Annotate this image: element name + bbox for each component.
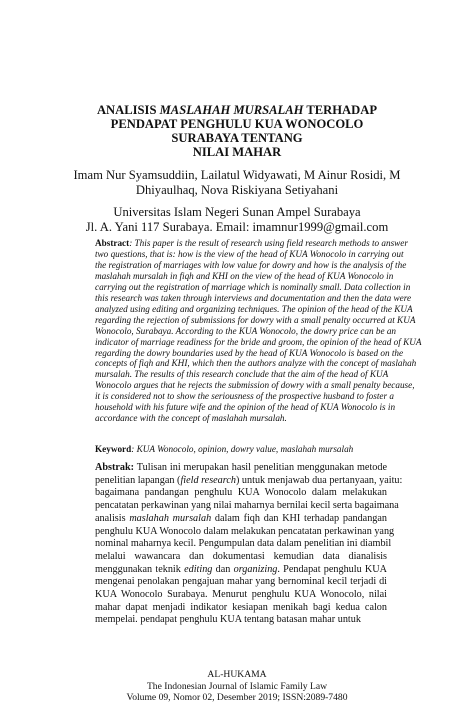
abstract-id-line: melalui wawancara dan dokumentasi kemudian data dianalisis [95, 550, 387, 562]
keywords [95, 444, 387, 455]
abstract-english [95, 238, 422, 424]
abstract-id-line: mempelai. pendapat penghulu KUA tentang batasan mahar untuk [95, 614, 361, 626]
abstract-en-line: it is considered not to show the seriousness of the prospective husband to foster a [95, 391, 394, 402]
abstract-en-label: Abstract [95, 238, 130, 248]
abstract-en-line: the registration of marriages with low value for dowry and how is the analysis of the [95, 259, 407, 270]
journal-subtitle: The Indonesian Journal of Islamic Family Law [146, 680, 328, 692]
title-line-4: NILAI MAHAR [192, 145, 282, 159]
abstract-en-line: regarding the dowry boundaries used by the head of KUA Wonocolo is based on the [95, 347, 404, 358]
journal-footer [100, 669, 374, 704]
authors-line-2: Dhiyaulhaq, Nova Riskiyana Setiyahani [135, 183, 339, 197]
abstract-id-line: KUA Wonocolo Surabaya. Menurut penghulu KUA Wonocolo, nilai [95, 589, 387, 601]
abstract-id-line: Abstrak: Tulisan ini merupakan hasil penelitian menggunakan metode [95, 462, 387, 473]
abstract-id-label: Abstrak: [95, 462, 135, 473]
abstract-indonesian [95, 462, 403, 627]
abstract-id-line: nominal maharnya kecil. Pengumpulan data dalam penelitian ini diambil [95, 538, 392, 550]
keywords-text: : KUA Wonocolo, opinion, dowry value, maslahah mursalah [131, 444, 354, 454]
abstract-en-line: regarding the rejection of submissions for dowry with a small penalty occurred at KUA [95, 314, 416, 325]
abstract-en-line: this research was taken through interviews and documentation and then the data were [95, 292, 412, 303]
abstract-en-line: household with his future wife and the opinion of the head of KUA Wonocolo is in [95, 402, 396, 413]
journal-volume: Volume 09, Nomor 02, Desember 2019; ISSN:2089-7480 [126, 692, 348, 703]
keywords-label: Keyword [95, 444, 132, 454]
affiliation-address-email: Jl. A. Yani 117 Surabaya. Email: imamnur1999@gmail.com [85, 220, 389, 234]
paper-title [80, 103, 394, 159]
abstract-en-line: two questions, that is: how is the view of the head of KUA Wonocolo in carrying out [95, 248, 404, 259]
abstract-id-line: analisis maslahah mursalah dalam fiqh dan KHI terhadap pandangan [95, 512, 387, 524]
title-line-2: PENDAPAT PENGHULU KUA WONOCOLO [110, 117, 364, 131]
abstract-en-line: concepts of fiqh and KHI, which then the authors analyze with the concept of maslahah [95, 358, 417, 369]
abstract-id-line: pencatatan perkawinan yang nilai maharnya bernilai kecil serta bagaimana [95, 500, 399, 512]
journal-name: AL-HUKAMA [207, 669, 267, 680]
abstract-id-line: mengenai penolakan pengajuan mahar yang bernominal kecil terjadi di [95, 576, 387, 588]
title-line-3: SURABAYA TENTANG [171, 131, 303, 145]
abstract-en-line: Wonocolo, Surabaya. According to the KUA Wonocolo, the dowry price can be an [95, 325, 397, 336]
abstract-id-line: penelitian lapangan (field research) untuk menjawab dua pertanyaan, yaitu: [95, 474, 403, 486]
abstract-en-line: analyzed using editing and organizing techniques. The opinion of the head of the KUA [95, 303, 413, 314]
abstract-en-line: Abstract: This paper is the result of research using field research methods to answer [95, 238, 408, 248]
author-list [70, 168, 404, 198]
title-italic-term: MASLAHAH MURSALAH [159, 103, 304, 117]
abstract-id-line: penghulu KUA Wonocolo dalam melakukan pencatatan perkawinan yang [95, 525, 395, 537]
affiliation [70, 205, 404, 235]
abstract-id-line: menggunakan teknik editing dan organizing. Pendapat penghulu KUA [95, 563, 387, 575]
authors-line-1: Imam Nur Syamsuddiin, Lailatul Widyawati, M Ainur Rosidi, M [73, 168, 401, 182]
abstract-en-line: indicator of marriage readiness for the bride and groom, the opinion of the head of KUA [95, 336, 422, 347]
affiliation-institution: Universitas Islam Negeri Sunan Ampel Surabaya [113, 205, 361, 219]
title-line-1: ANALISIS MASLAHAH MURSALAH TERHADAP [96, 103, 378, 117]
abstract-en-line: mursalah. The results of this research conclude that the aim of the head of KUA [95, 369, 389, 380]
abstract-id-line: bagaimana pandangan penghulu KUA Wonocolo dalam melakukan [95, 487, 387, 499]
abstract-en-line: accordance with the concept of maslahah mursalah. [95, 413, 287, 424]
abstract-id-line: mahar dapat menjadi indikator kesiapan menikah bagi kedua calon [95, 601, 387, 613]
abstract-en-line: carrying out the registration of marriage which is nominally small. Data collection in [95, 281, 411, 292]
abstract-en-line: Wonocolo argues that he rejects the submission of dowry with a small penalty because, [95, 380, 415, 391]
abstract-en-line: maslahah mursalah in fiqh and KHI on the view of the head of KUA Wonocolo in [95, 270, 394, 281]
